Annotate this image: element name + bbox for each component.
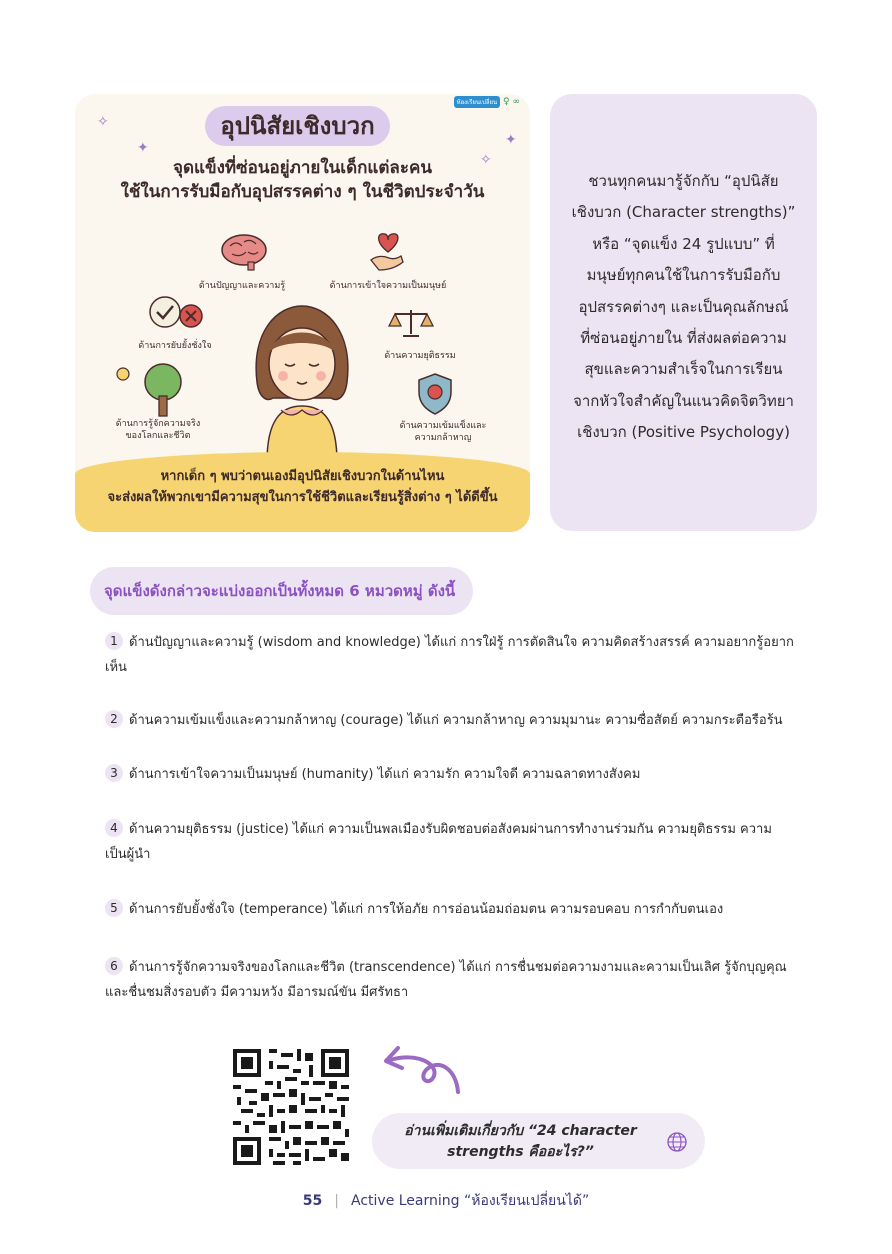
- logo-text: ห้องเรียนเปลี่ยน: [454, 96, 501, 108]
- logo-mark-icon: ♀ ∞: [503, 97, 520, 107]
- subtitle-line: จุดแข็งที่ซ่อนอยู่ภายในเด็กแต่ละคน: [173, 158, 432, 178]
- strength-courage-label: [383, 420, 503, 444]
- list-item: [105, 630, 860, 680]
- item-number-badge: 1: [105, 632, 123, 650]
- note-line: strengths คืออะไร?”: [447, 1144, 594, 1160]
- sparkle-icon: ✧: [97, 114, 109, 130]
- read-more-text: [378, 1121, 663, 1163]
- intro-line: มนุษย์ทุกคนใช้ในการรับมือกับ: [586, 266, 781, 285]
- item-number-badge: 6: [105, 957, 123, 975]
- curved-arrow-icon: [378, 1040, 468, 1100]
- strength-humanity-label: ด้านการเข้าใจความเป็นมนุษย์: [329, 281, 447, 291]
- list-item: [105, 817, 860, 867]
- item-text: ด้านความเข้มแข็งและความกล้าหาญ (courage) ได้แก่ ความกล้าหาญ ความมุมานะ ความซื่อสัตย์ ความกระตือรือร้น: [129, 713, 783, 728]
- page-number: 55: [302, 1193, 323, 1209]
- section-heading: จุดแข็งดังกล่าวจะแบ่งออกเป็นทั้งหมด 6 หมวดหมู่ ดังนี้: [90, 567, 473, 615]
- globe-icon: [666, 1131, 688, 1153]
- sparkle-icon: ✦: [137, 140, 149, 156]
- check-cross-icon: [145, 294, 211, 330]
- scale-icon: [387, 306, 435, 340]
- infographic-card: [75, 94, 530, 532]
- tree-icon: [111, 360, 191, 420]
- intro-line: อุปสรรคต่างๆ และเป็นคุณลักษณ์: [578, 297, 789, 316]
- list-item: [105, 708, 860, 733]
- strength-justice-label: ด้านความยุติธรรม: [384, 351, 456, 361]
- footer-line: หากเด็ก ๆ พบว่าตนเองมีอุปนิสัยเชิงบวกในด้านไหน: [160, 469, 445, 484]
- girl-illustration: [247, 302, 357, 462]
- publisher-logo: [454, 96, 520, 108]
- item-number-badge: 2: [105, 710, 123, 728]
- infographic-footer-text: [75, 466, 530, 508]
- item-text: ด้านความยุติธรรม (justice) ได้แก่ ความเป็นพลเมืองรับผิดชอบต่อสังคมผ่านการทำงานร่วมกัน ความยุติธรรม ความ: [129, 822, 772, 837]
- strength-transcendence-label: [103, 418, 213, 442]
- footer-line: จะส่งผลให้พวกเขามีความสุขในการใช้ชีวิตและเรียนรู้สิ่งต่าง ๆ ได้ดีขึ้น: [107, 490, 498, 505]
- brain-icon: [218, 232, 270, 272]
- item-text: ด้านการยับยั้งชั่งใจ (temperance) ได้แก่ การให้อภัย การอ่อนน้อมถ่อมตน ความรอบคอบ การกำกับตนเอง: [129, 902, 724, 917]
- item-text: ด้านการรู้จักความจริงของโลกและชีวิต (transcendence) ได้แก่ การชื่นชมต่อความงามและความเป็นเลิศ รู้จักบุญคุณ: [129, 960, 787, 975]
- list-item: [105, 897, 860, 922]
- strength-wisdom-label: ด้านปัญญาและความรู้: [198, 281, 286, 291]
- intro-line: เชิงบวก (Character strengths)”: [571, 203, 796, 222]
- item-text-cont: เป็นผู้นำ: [105, 847, 151, 862]
- footer-separator: |: [334, 1193, 339, 1209]
- item-number-badge: 5: [105, 899, 123, 917]
- label-line: ความกล้าหาญ: [414, 433, 472, 443]
- intro-line: หรือ “จุดแข็ง 24 รูปแบบ” ที่: [592, 234, 775, 253]
- item-number-badge: 3: [105, 764, 123, 782]
- infographic-title: อุปนิสัยเชิงบวก: [205, 106, 390, 146]
- item-text-cont: และชื่นชมสิ่งรอบตัว มีความหวัง มีอารมณ์ขัน มีศรัทธา: [105, 985, 409, 1000]
- list-item: [105, 955, 860, 1005]
- sparkle-icon: ✧: [480, 152, 492, 168]
- label-line: ของโลกและชีวิต: [125, 431, 191, 441]
- item-text: ด้านปัญญาและความรู้ (wisdom and knowledge) ได้แก่ การใฝ่รู้ การตัดสินใจ ความคิดสร้างสรรค์ ความอยากรู้อยาก: [129, 635, 794, 650]
- note-line: อ่านเพิ่มเติมเกี่ยวกับ “24 character: [404, 1123, 637, 1139]
- intro-text: [565, 166, 802, 449]
- item-text: ด้านการเข้าใจความเป็นมนุษย์ (humanity) ได้แก่ ความรัก ความใจดี ความฉลาดทางสังคม: [129, 767, 641, 782]
- intro-line: สุขและความสำเร็จในการเรียน: [584, 360, 783, 379]
- infographic-subtitle: [95, 156, 510, 204]
- intro-line: ชวนทุกคนมารู้จักกับ “อุปนิสัย: [588, 172, 779, 190]
- page-footer: [0, 1190, 892, 1212]
- qr-code[interactable]: [233, 1049, 349, 1165]
- item-text-cont: เห็น: [105, 660, 127, 675]
- sparkle-icon: ✦: [505, 132, 517, 148]
- shield-icon: [415, 372, 455, 416]
- item-number-badge: 4: [105, 819, 123, 837]
- subtitle-line: ใช้ในการรับมือกับอุปสรรคต่าง ๆ ในชีวิตประจำวัน: [120, 182, 485, 202]
- heart-hand-icon: [365, 230, 411, 276]
- strength-temperance-label: ด้านการยับยั้งชั่งใจ: [138, 341, 212, 351]
- list-item: [105, 762, 860, 787]
- intro-line: เชิงบวก (Positive Psychology): [577, 423, 790, 442]
- label-line: ด้านความเข้มแข็งและ: [399, 421, 487, 431]
- intro-line: จากหัวใจสำคัญในแนวคิดจิตวิทยา: [573, 391, 794, 410]
- intro-line: ที่ซ่อนอยู่ภายใน ที่ส่งผลต่อความ: [580, 329, 787, 348]
- label-line: ด้านการรู้จักความจริง: [115, 419, 201, 429]
- footer-title: Active Learning “ห้องเรียนเปลี่ยนได้”: [351, 1193, 590, 1209]
